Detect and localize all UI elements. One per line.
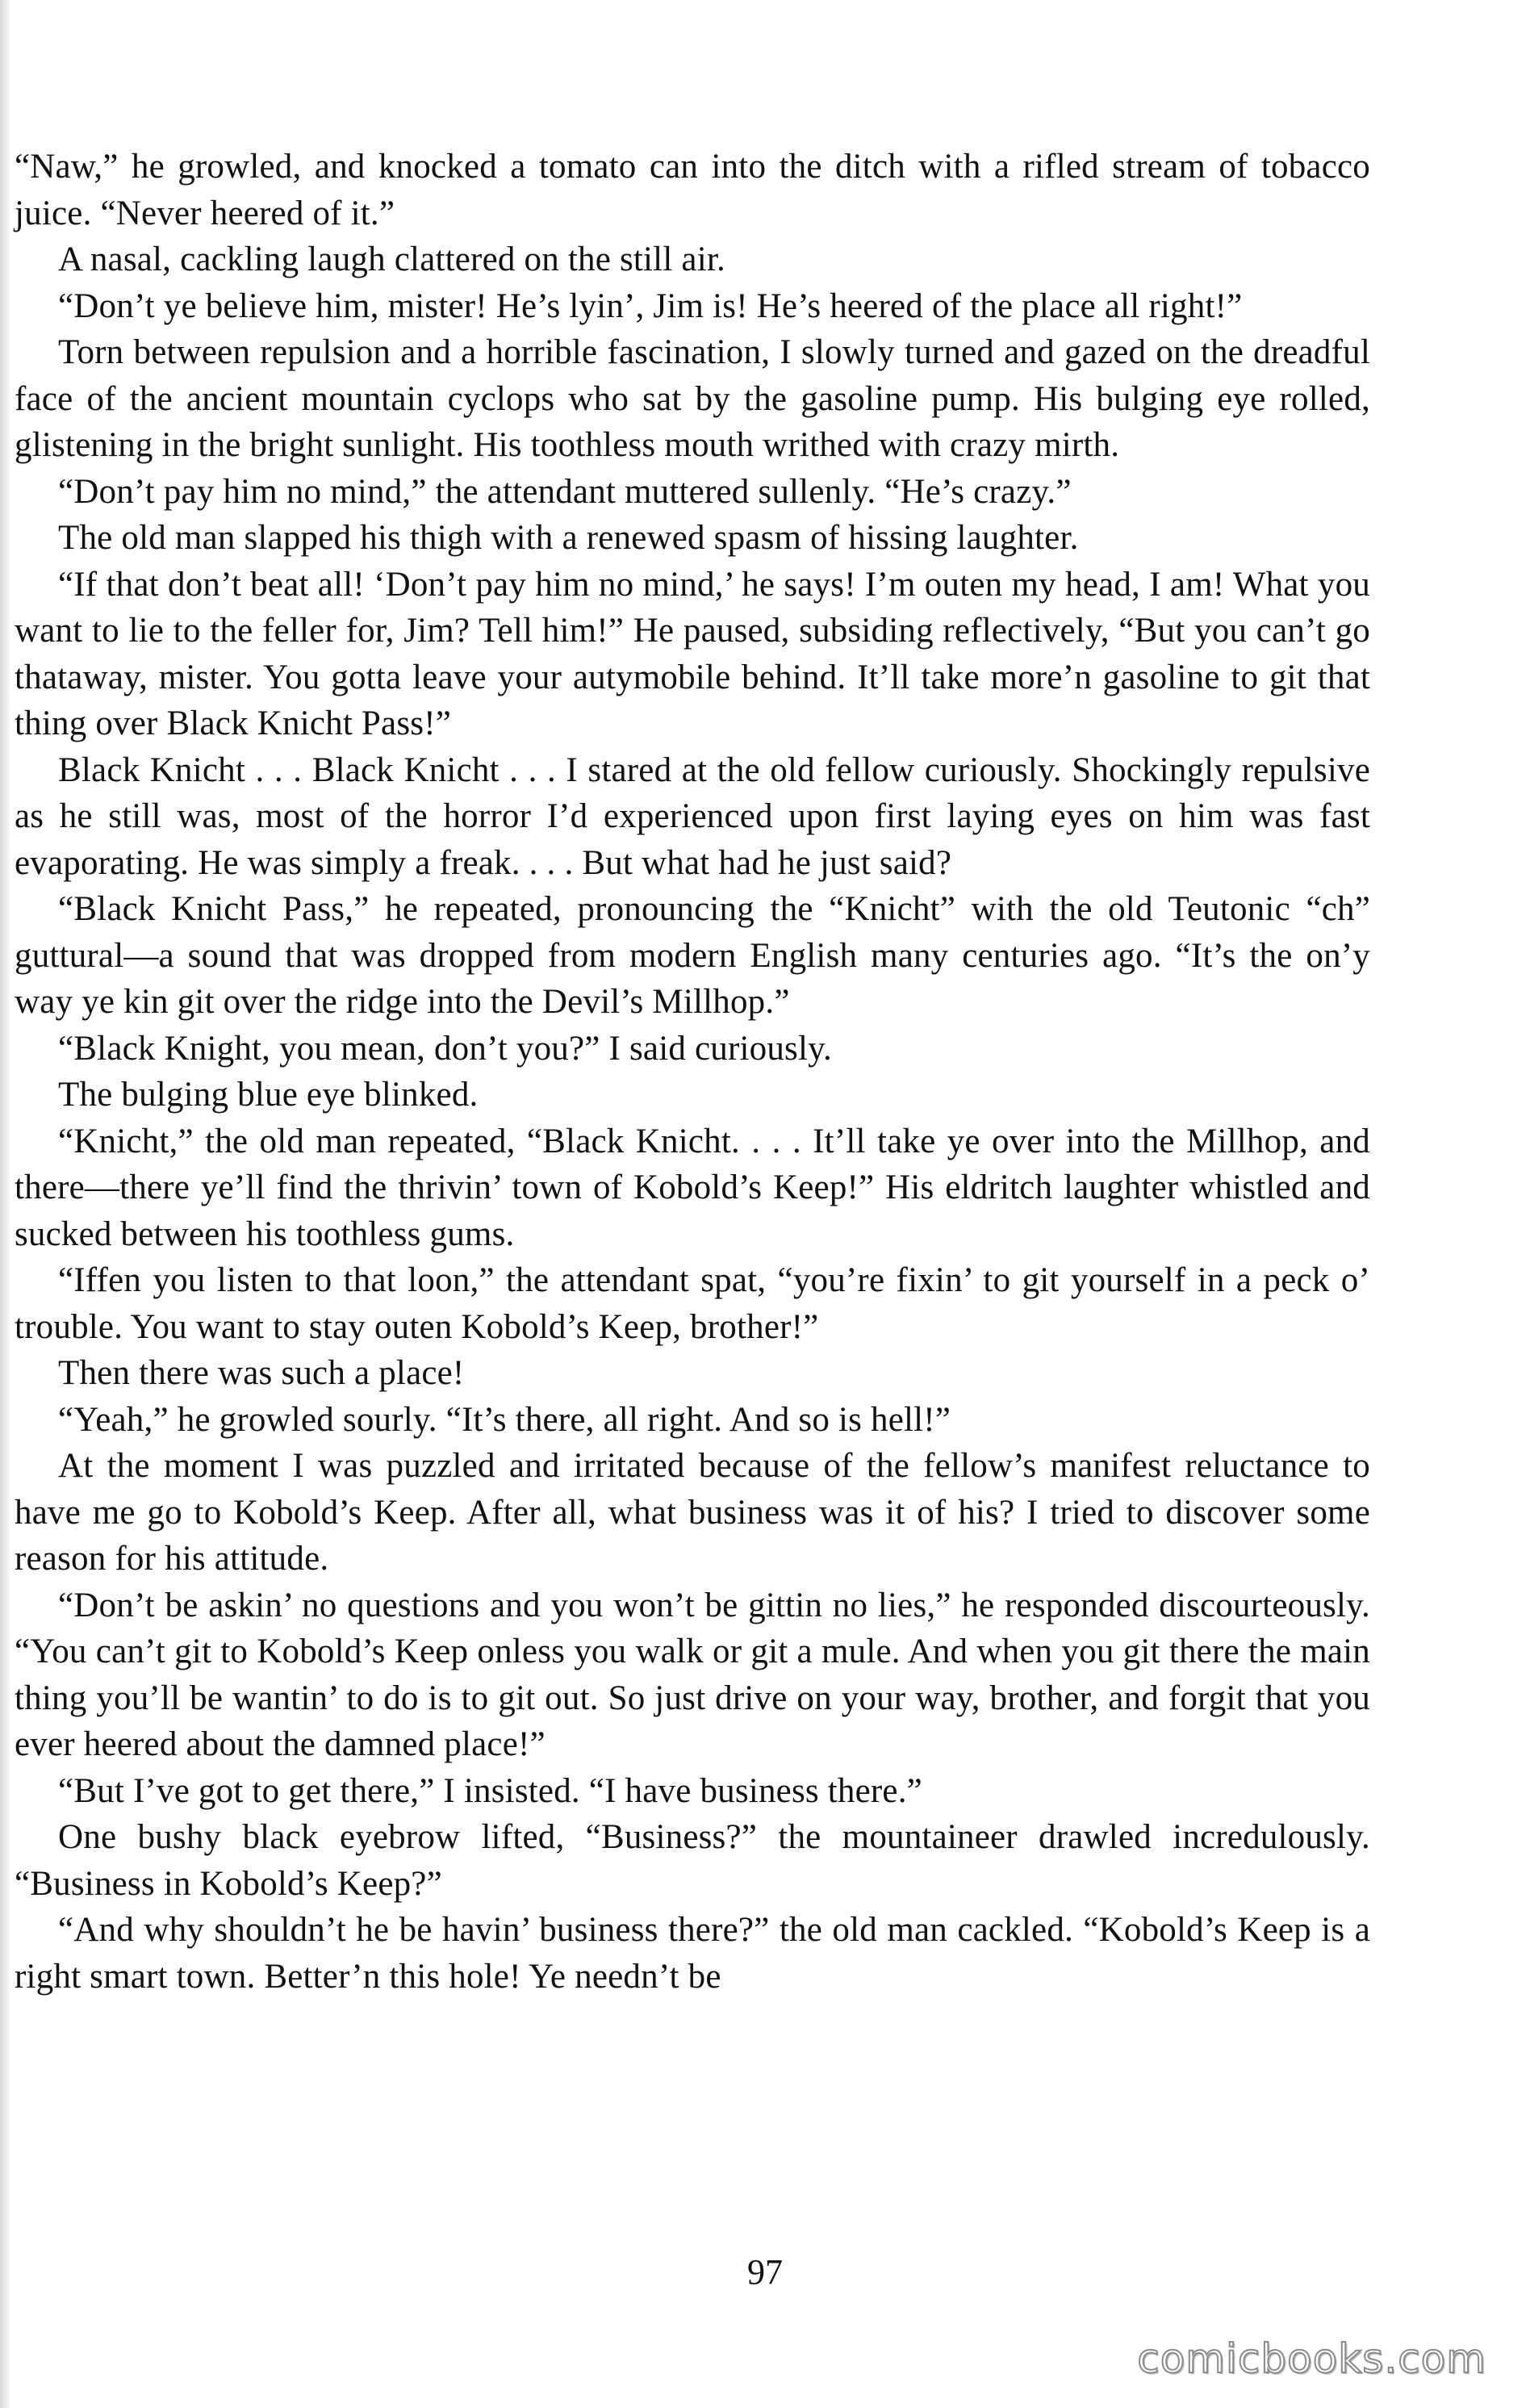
paragraph: Then there was such a place! bbox=[58, 1354, 465, 1392]
paragraph: “If that don’t beat all! ‘Don’t pay him no mind,’ he says! I’m outen my head, I am! What you want to lie to the feller for, Jim? Tell him!” He paused, subsiding reflectively, “But you can’t go thataway, mister. You gotta leave your autymobile behind. It’ll take more’n gasoline to git that thing over Black Knicht Pass!” bbox=[15, 565, 1370, 742]
paragraph: “And why shouldn’t he be havin’ business there?” the old man cackled. “Kobold’s Keep is a right smart town. Better’n this hole! Ye needn’t be bbox=[15, 1911, 1370, 1996]
page-number: 97 bbox=[747, 2252, 783, 2292]
paragraph: The old man slapped his thigh with a renewed spasm of hissing laughter. bbox=[58, 519, 1079, 557]
paragraph: “Don’t ye believe him, mister! He’s lyin’, Jim is! He’s heered of the place all right!” bbox=[58, 286, 1243, 325]
paragraph: Torn between repulsion and a horrible fascination, I slowly turned and gazed on the dreadful face of the ancient mountain cyclops who sat by the gasoline pump. His bulging eye rolled, glistening in the bright sunlight. His toothless mouth writhed with crazy mirth. bbox=[15, 333, 1370, 464]
paragraph: Black Knicht . . . Black Knicht . . . I stared at the old fellow curiously. Shockingly repulsive as he still was, most of the horror I’d experienced upon first laying eyes on him was fast evaporating. He was simply a freak. . . . But what had he just said? bbox=[15, 750, 1370, 882]
paragraph: “Don’t pay him no mind,” the attendant muttered sullenly. “He’s crazy.” bbox=[58, 472, 1072, 511]
page-gutter-shadow bbox=[0, 0, 11, 2408]
paragraph: “Yeah,” he growled sourly. “It’s there, all right. And so is hell!” bbox=[58, 1400, 951, 1439]
paragraph: “Knicht,” the old man repeated, “Black Knicht. . . . It’ll take ye over into the Millhop, and there—there ye’ll find the thrivin’ town of Kobold’s Keep!” His eldritch laughter whistled and sucked between his toothless gums. bbox=[15, 1122, 1370, 1253]
watermark-logo: comicbooks.com bbox=[1137, 2335, 1486, 2382]
paragraph: “Iffen you listen to that loon,” the attendant spat, “you’re fixin’ to git yourself in a peck o’ trouble. You want to stay outen Kobold’s Keep, brother!” bbox=[15, 1261, 1370, 1346]
paragraph: The bulging blue eye blinked. bbox=[58, 1076, 479, 1114]
paragraph: At the moment I was puzzled and irritated because of the fellow’s manifest reluctance to have me go to Kobold’s Keep. After all, what business was it of his? I tried to discover some reason for his attitude. bbox=[15, 1447, 1370, 1578]
body-text bbox=[15, 144, 1370, 2000]
paragraph: “Don’t be askin’ no questions and you won’t be gittin no lies,” he responded discourteously. “You can’t git to Kobold’s Keep onless you walk or git a mule. And when you git there the main thing you’ll be wantin’ to do is to git out. So just drive on your way, brother, and forgit that you ever heered about the damned place!” bbox=[15, 1586, 1370, 1763]
paragraph: “Naw,” he growled, and knocked a tomato can into the ditch with a rifled stream of tobacco juice. “Never heered of it.” bbox=[15, 148, 1370, 232]
paragraph: One bushy black eyebrow lifted, “Business?” the mountaineer drawled incredulously. “Business in Kobold’s Keep?” bbox=[15, 1818, 1370, 1903]
paragraph: “Black Knight, you mean, don’t you?” I said curiously. bbox=[58, 1029, 832, 1068]
paragraph: “Black Knicht Pass,” he repeated, pronouncing the “Knicht” with the old Teutonic “ch” guttural—a sound that was dropped from modern English many centuries ago. “It’s the on’y way ye kin git over the ridge into the Devil’s Millhop.” bbox=[15, 890, 1370, 1021]
paragraph: “But I’ve got to get there,” I insisted. “I have business there.” bbox=[58, 1771, 922, 1810]
paragraph: A nasal, cackling laugh clattered on the still air. bbox=[58, 240, 725, 278]
